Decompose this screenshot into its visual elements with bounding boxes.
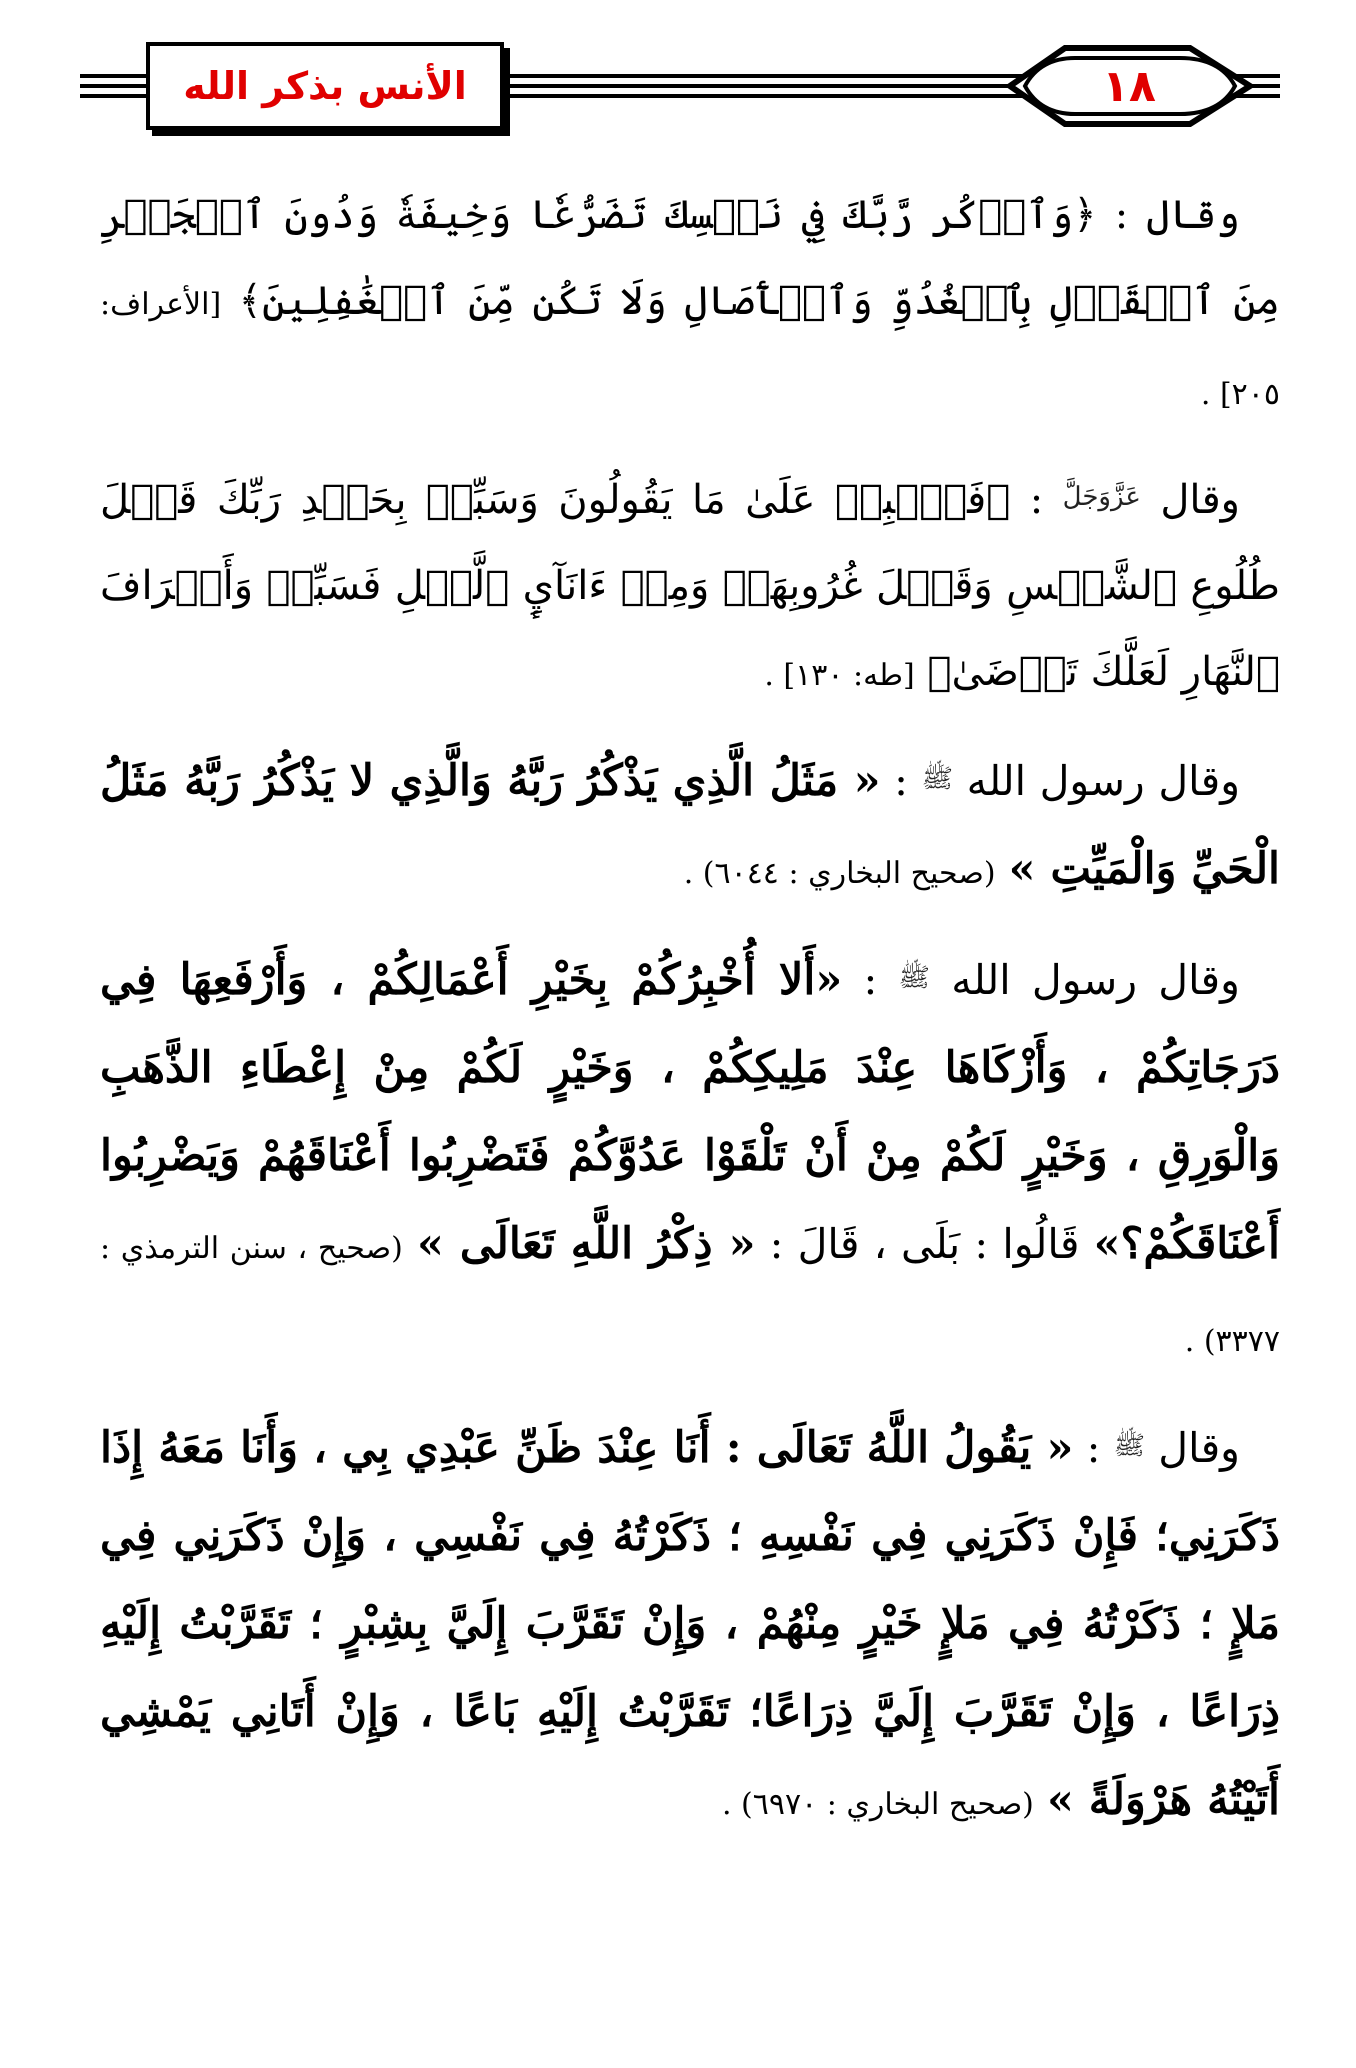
paragraph-4 [100, 934, 1280, 1386]
paragraph-5-reference: (صحيح البخاري : ٦٩٧٠) . [721, 1787, 1034, 1822]
paragraph-4-lead-colon: : [863, 956, 878, 1004]
paragraph-1-quran-verse: ﴿وَٱذۡكُر رَّبَّكَ فِي نَفۡسِكَ تَضَرُّعٗا وَخِيفَةٗ وَدُونَ ٱلۡجَهۡرِ مِنَ ٱلۡقَوۡلِ بِٱلۡغُدُوِّ وَٱلۡأٓصَالِ وَلَا تَكُن مِّنَ ٱلۡغَٰفِلِينَ﴾ [100, 192, 1280, 324]
paragraph-5-lead: وقال [1158, 1424, 1240, 1472]
paragraph-1-lead: وقال : [1114, 192, 1240, 238]
paragraph-4-narrator-reply: قَالُوا : بَلَى ، قَالَ : [769, 1220, 1080, 1268]
paragraph-3-hadith: « مَثَلُ الَّذِي يَذْكُرُ رَبَّهُ وَالَّذِي لا يَذْكُرُ رَبَّهُ مَثَلُ الْحَيِّ وَالْمَيِّتِ » [100, 756, 1280, 894]
paragraph-2-honorific: عَزَّوَجَلَّ [1062, 482, 1141, 512]
paragraph-2-lead-colon: : [1029, 477, 1044, 523]
paragraph-5-honorific: ﷺ [1113, 1431, 1146, 1461]
paragraph-3-lead: وقال رسول الله [966, 757, 1240, 805]
paragraph-2-reference: [طه: ١٣٠] . [764, 658, 915, 693]
paragraph-4-hadith: «أَلا أُخْبِرُكُمْ بِخَيْرِ أَعْمَالِكُمْ ، وَأَرْفَعِهَا فِي دَرَجَاتِكُمْ ، وَأَزْكَاهَا عِنْدَ مَلِيكِكُمْ ، وَخَيْرٍ لَكُمْ مِنْ إِعْطَاءِ الذَّهَبِ وَالْوَرِقِ ، وَخَيْرٍ لَكُمْ مِنْ أَنْ تَلْقَوْا عَدُوَّكُمْ فَتَضْرِبُوا أَعْنَاقَهُمْ وَيَضْرِبُوا أَعْنَاقَكُمْ؟» [100, 955, 1280, 1269]
paragraph-5-lead-colon: : [1086, 1424, 1101, 1472]
paragraph-4-lead: وقال رسول الله [951, 956, 1240, 1004]
paragraph-3-honorific: ﷺ [921, 764, 953, 794]
page-body [100, 172, 1280, 1865]
page-number [1030, 46, 1228, 126]
page-header [80, 38, 1280, 138]
paragraph-4-hadith-answer: « ذِكْرُ اللَّهِ تَعَالَى » [416, 1219, 756, 1269]
header-title: الأنس بذكر الله [183, 64, 467, 108]
paragraph-5-hadith: « يَقُولُ اللَّهُ تَعَالَى : أَنَا عِنْدَ ظَنِّ عَبْدِي بِي ، وَأَنَا مَعَهُ إِذَا ذَكَرَنِي؛ فَإِنْ ذَكَرَنِي فِي نَفْسِهِ ؛ ذَكَرْتُهُ فِي نَفْسِي ، وَإِنْ ذَكَرَنِي فِي مَلإٍ ؛ ذَكَرْتُهُ فِي مَلإٍ خَيْرٍ مِنْهُمْ ، وَإِنْ تَقَرَّبَ إِلَيَّ بِشِبْرٍ ؛ تَقَرَّبْتُ إِلَيْهِ ذِرَاعًا ، وَإِنْ تَقَرَّبَ إِلَيَّ ذِرَاعًا؛ تَقَرَّبْتُ إِلَيْهِ بَاعًا ، وَإِنْ أَتَانِي يَمْشِي أَتَيْتُهُ هَرْوَلَةً » [100, 1423, 1280, 1825]
paragraph-2-lead: وقال [1160, 477, 1240, 523]
paragraph-1 [100, 172, 1280, 438]
paragraph-1-reference: [الأعراف: ٢٠٥] . [100, 287, 1280, 412]
page-number-text: ١٨ [1102, 60, 1156, 112]
paragraph-2 [100, 454, 1280, 719]
header-title-box [146, 42, 504, 130]
paragraph-3-lead-colon: : [894, 757, 908, 805]
paragraph-3 [100, 735, 1280, 918]
paragraph-4-honorific: ﷺ [898, 963, 930, 993]
paragraph-5 [100, 1402, 1280, 1849]
paragraph-4-reference: (صحيح ، سنن الترمذي : ٣٣٧٧) . [100, 1231, 1280, 1359]
paragraph-3-reference: (صحيح البخاري : ٦٠٤٤) . [683, 856, 996, 891]
paragraph-2-quran-verse: ﴿فَٱصۡبِرۡ عَلَىٰ مَا يَقُولُونَ وَسَبِّحۡ بِحَمۡدِ رَبِّكَ قَبۡلَ طُلُوعِ ٱلشَّمۡسِ وَقَبۡلَ غُرُوبِهَاۖ وَمِنۡ ءَانَآيِٕ ٱلَّيۡلِ فَسَبِّحۡ وَأَطۡرَافَ ٱلنَّهَارِ لَعَلَّكَ تَرۡضَىٰ﴾ [100, 477, 1280, 695]
